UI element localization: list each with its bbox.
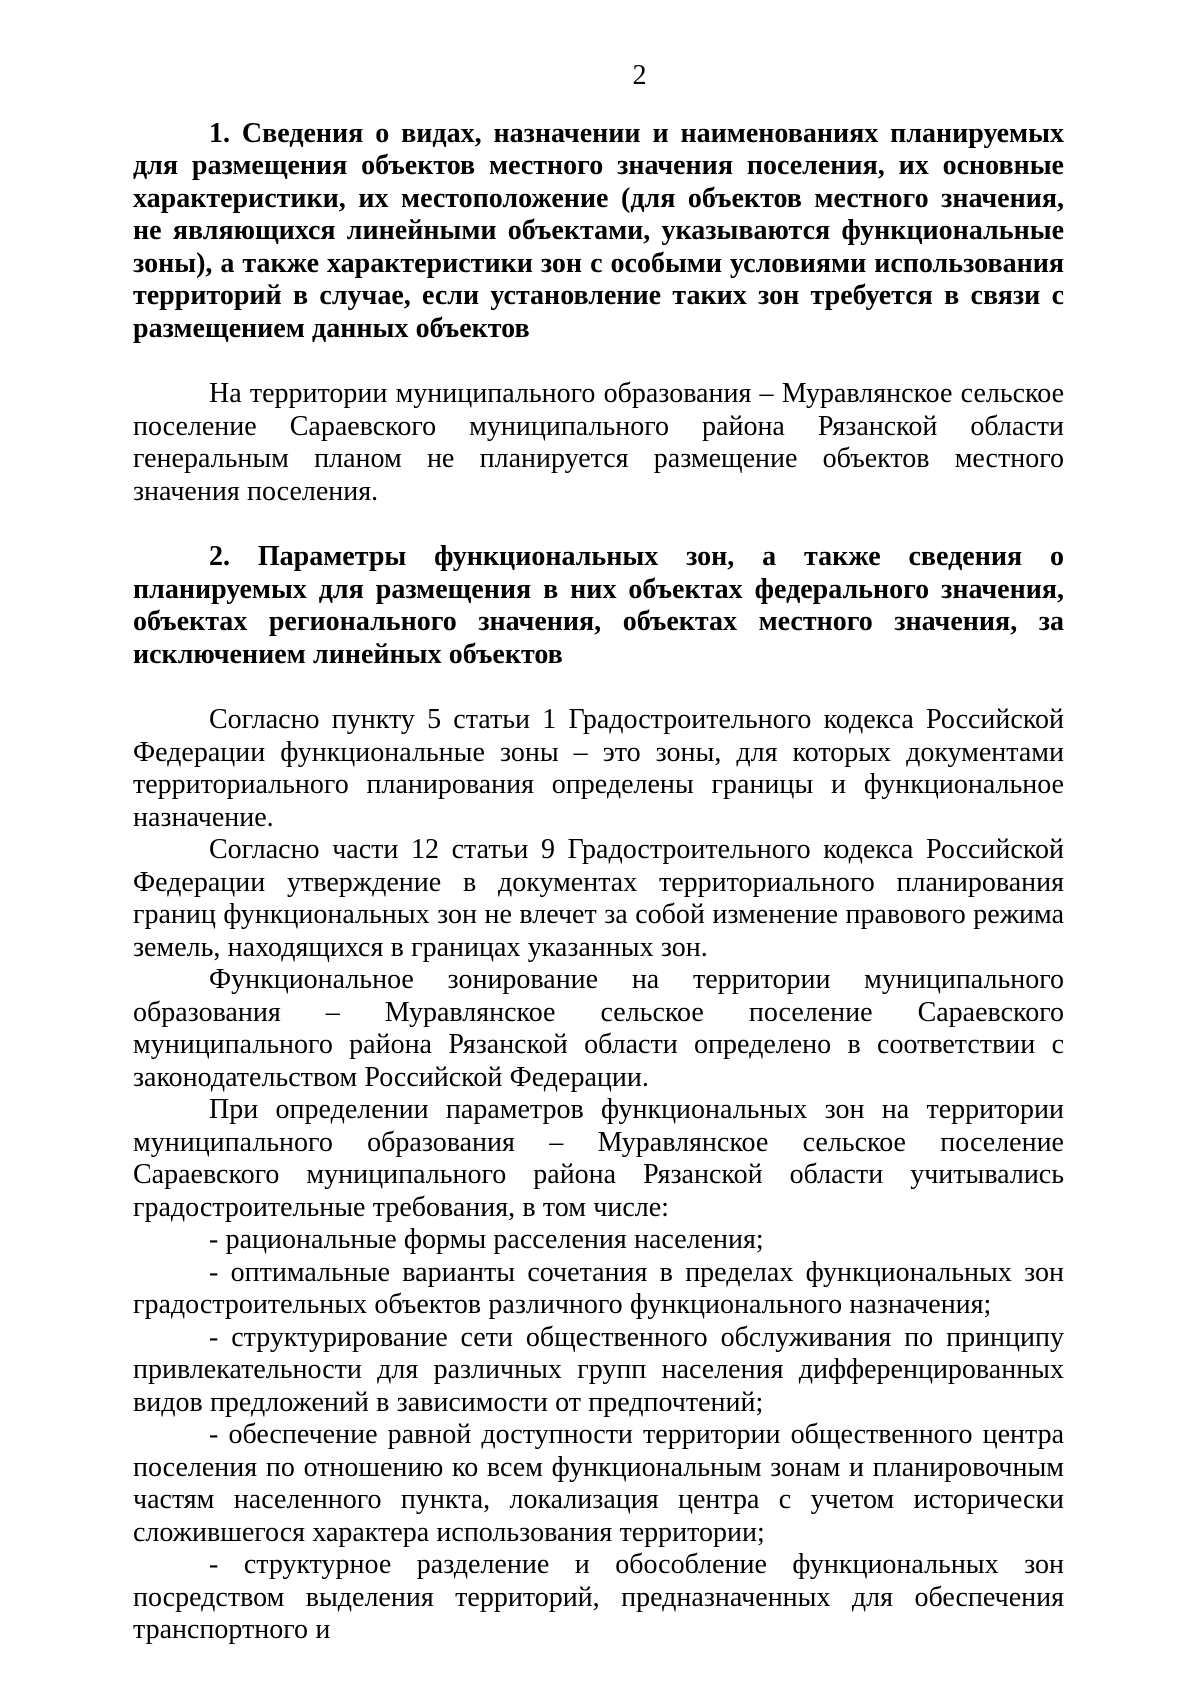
list-item: - структурное разделение и обособление функциональных зон посредством выделения территорий, предназначенных для обеспечения транспортного и <box>133 1549 1064 1645</box>
list-item: - структурирование сети общественного обслуживания по принципу привлекательности для различных групп населения дифференцированных видов предложений в зависимости от предпочтений; <box>133 1321 1064 1418</box>
page-number: 2 <box>632 60 647 91</box>
section-2-paragraph: При определении параметров функциональных зон на территории муниципального образования – Муравлянское сельское поселение Сараевского муниципального района Рязанской области учитывались градостроительные требования, в том числе: <box>133 1094 1064 1223</box>
list-item: - обеспечение равной доступности территории общественного центра поселения по отношению ко всем функциональным зонам и планировочным частям населенного пункта, локализация центра с учетом исторически сложившегося характера использования территории; <box>133 1419 1064 1548</box>
list-item: - рациональные формы расселения населения; <box>209 1224 764 1255</box>
section-1-heading: 1. Сведения о видах, назначении и наименованиях планируемых для размещения объектов местного значения поселения, их основные характеристики, их местоположение (для объектов местного значения, не являющихся линейными объектами, указываются функциональные зоны), а также характеристики зон с особыми условиями использования территорий в случае, если установление таких зон требуется в связи с размещением данных объектов <box>133 117 1064 344</box>
section-2-paragraph: Согласно пункту 5 статьи 1 Градостроительного кодекса Российской Федерации функциональные зоны – это зоны, для которых документами территориального планирования определены границы и функциональное назначение. <box>133 704 1064 833</box>
section-2-paragraph: Функциональное зонирование на территории муниципального образования – Муравлянское сельское поселение Сараевского муниципального района Рязанской области определено в соответствии с законодательством Российской Федерации. <box>133 964 1064 1093</box>
section-2-paragraph: Согласно части 12 статьи 9 Градостроительного кодекса Российской Федерации утверждение в документах территориального планирования границ функциональных зон не влечет за собой изменение правового режима земель, находящихся в границах указанных зон. <box>133 834 1064 963</box>
list-item: - оптимальные варианты сочетания в пределах функциональных зон градостроительных объектов различного функционального назначения; <box>133 1256 1064 1320</box>
section-1-paragraph: На территории муниципального образования – Муравлянское сельское поселение Сараевского муниципального района Рязанской области генеральным планом не планируется размещение объектов местного значения поселения. <box>133 378 1064 507</box>
section-2-heading: 2. Параметры функциональных зон, а также сведения о планируемых для размещения в них объектах федерального значения, объектах регионального значения, объектах местного значения, за исключением линейных объектов <box>133 541 1064 670</box>
